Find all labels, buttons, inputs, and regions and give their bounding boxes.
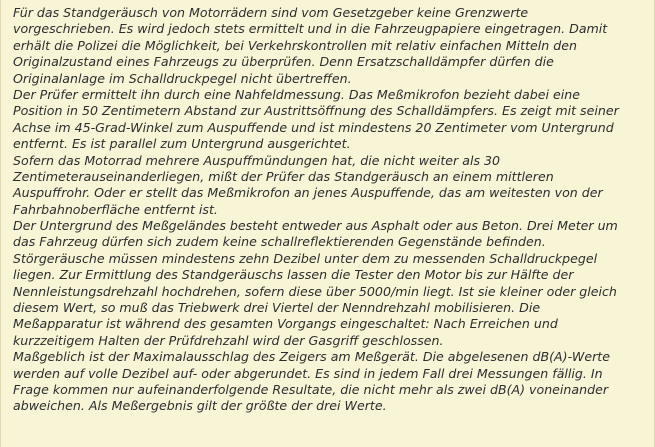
text-line: diesem Wert, so muß das Triebwerk drei Viertel der Nenndrehzahl mobilisieren. Die: [13, 300, 541, 316]
paragraph: [13, 87, 642, 153]
text-line: kurzzeitigem Halten der Prüfdrehzahl wird der Gasgriff geschlossen.: [13, 332, 444, 348]
text-line: Zentimeterauseinanderliegen, mißt der Prüfer das Standgeräusch an einem mittleren: [13, 168, 554, 184]
text-line: Fahrbahnoberfläche entfernt ist.: [13, 201, 218, 217]
text-line: Der Prüfer ermittelt ihn durch eine Nahfeldmessung. Das Meßmikrofon bezieht dabei eine: [13, 86, 580, 102]
text-line: vorgeschrieben. Es wird jedoch stets ermittelt und in die Fahrzeugpapiere eingetragen. Damit: [13, 21, 608, 37]
text-line: entfernt. Es ist parallel zum Untergrund ausgerichtet.: [13, 136, 351, 152]
text-line: Originalzustand eines Fahrzeugs zu überprüfen. Denn Ersatzschalldämpfer dürfen die: [13, 54, 554, 70]
paragraph: [13, 5, 642, 87]
text-line: Auspuffrohr. Oder er stellt das Meßmikrofon an jenes Auspuffende, das am weitesten von der: [13, 185, 603, 201]
text-line: Der Untergrund des Meßgeländes besteht entweder aus Asphalt oder aus Beton. Drei Meter um: [13, 218, 618, 234]
text-line: Sofern das Motorrad mehrere Auspuffmündungen hat, die nicht weiter als 30: [13, 152, 501, 168]
text-line: Maßgeblich ist der Maximalausschlag des Zeigers am Meßgerät. Die abgelesenen dB(A)-Werte: [13, 349, 610, 365]
text-line: Nennleistungsdrehzahl hochdrehen, sofern diese über 5000/min liegt. Ist sie kleiner oder gleich: [13, 283, 617, 299]
text-line: liegen. Zur Ermittlung des Standgeräuschs lassen die Tester den Motor bis zur Hälfte der: [13, 267, 574, 283]
paragraph: [13, 349, 642, 415]
text-line: Originalanlage im Schalldruckpegel nicht übertreffen.: [13, 70, 352, 86]
text-line: das Fahrzeug dürfen sich zudem keine schallreflektierenden Gegenstände befinden.: [13, 234, 546, 250]
text-line: Position in 50 Zentimetern Abstand zur Austrittsöffnung des Schalldämpfers. Es zeigt mit seiner: [13, 103, 619, 119]
text-line: Frage kommen nur aufeinanderfolgende Resultate, die nicht mehr als zwei dB(A) voneinander: [13, 381, 609, 397]
text-line: werden auf volle Dezibel auf- oder abgerundet. Es sind in jedem Fall drei Messungen fällig. In: [13, 365, 603, 381]
paragraph: [13, 218, 642, 349]
text-line: erhält die Polizei die Möglichkeit, bei Verkehrskontrollen mit relativ einfachen Mitteln den: [13, 37, 577, 53]
paragraph: [13, 153, 642, 219]
text-line: Meßapparatur ist während des gesamten Vorgangs eingeschaltet: Nach Erreichen und: [13, 316, 558, 332]
text-line: abweichen. Als Meßergebnis gilt der größte der drei Werte.: [13, 398, 387, 414]
text-line: Achse im 45-Grad-Winkel zum Auspuffende und ist mindestens 20 Zentimeter vom Untergrund: [13, 119, 614, 135]
text-line: Für das Standgeräusch von Motorrädern sind vom Gesetzgeber keine Grenzwerte: [13, 5, 529, 20]
text-line: Störgeräusche müssen mindestens zehn Dezibel unter dem zu messenden Schalldruckpegel: [13, 250, 598, 266]
